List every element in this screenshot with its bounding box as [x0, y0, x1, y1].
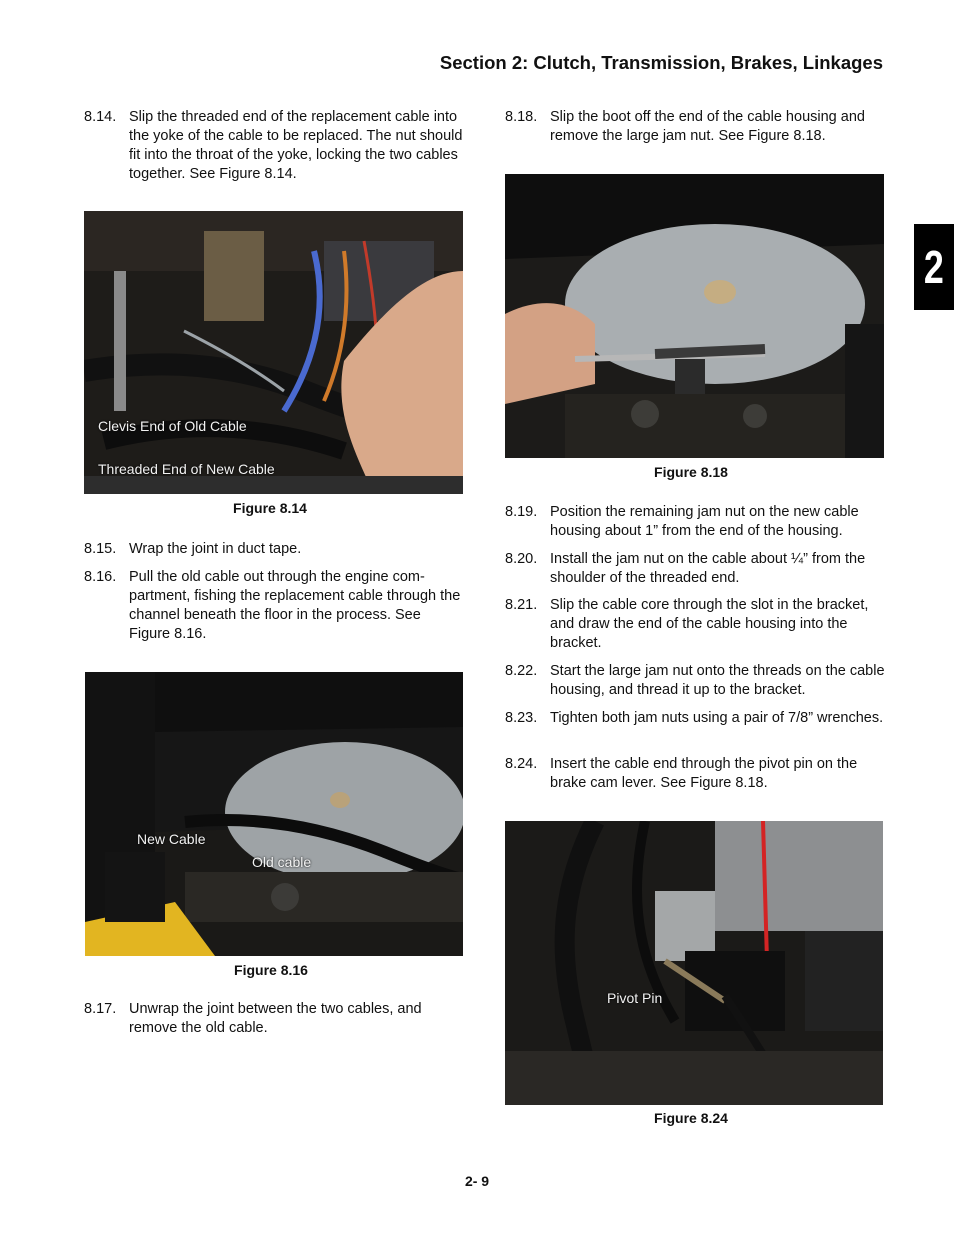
figure-8-16-image	[85, 672, 463, 956]
figure-8-16-caption: Figure 8.16	[234, 962, 308, 978]
figure-8-14-photo	[84, 211, 463, 494]
step-number: 8.23.	[505, 710, 538, 726]
callout-clevis-end: Clevis End of Old Cable	[98, 418, 247, 434]
step-8-21	[505, 596, 885, 653]
step-8-24	[505, 755, 885, 793]
step-8-16	[84, 568, 464, 644]
step-8-22	[505, 662, 885, 700]
step-number: 8.24.	[505, 756, 538, 772]
page-number: 2- 9	[464, 1173, 490, 1189]
step-number: 8.15.	[84, 541, 117, 557]
step-number: 8.14.	[84, 109, 117, 125]
step-text: Slip the cable core through the slot in the bracket, and draw the end of the cable housing into the bracket.	[550, 597, 869, 651]
step-8-18	[505, 108, 885, 146]
step-text: Slip the threaded end of the replacement cable into the yoke of the cable to be replaced. The nut should fit into the throat of the yoke, locking the two cables together. See Figure 8.14.	[129, 109, 463, 182]
step-number: 8.21.	[505, 597, 538, 613]
step-text: Install the jam nut on the cable about ¼” from the shoulder of the threaded end.	[550, 551, 866, 586]
figure-8-16-photo	[85, 672, 463, 956]
figure-8-18-image	[505, 174, 884, 458]
figure-8-14-image	[84, 211, 463, 494]
step-8-23	[505, 709, 885, 728]
step-number: 8.19.	[505, 504, 538, 520]
step-text: Pull the old cable out through the engine com-partment, fishing the replacement cable through the channel beneath the floor in the process. See Figure 8.16.	[129, 569, 461, 642]
step-text: Insert the cable end through the pivot pin on the brake cam lever. See Figure 8.18.	[550, 756, 858, 791]
figure-8-14-caption: Figure 8.14	[233, 500, 307, 516]
step-number: 8.18.	[505, 109, 538, 125]
figure-8-18-caption: Figure 8.18	[654, 464, 728, 480]
callout-old-cable: Old cable	[252, 854, 312, 870]
section-tab	[914, 224, 954, 310]
figure-8-18-photo	[505, 174, 884, 458]
section-header-title: Section 2: Clutch, Transmission, Brakes, Linkages	[439, 52, 883, 73]
step-8-14	[84, 108, 464, 184]
figure-8-24-image	[505, 821, 883, 1105]
figure-8-24-caption: Figure 8.24	[654, 1110, 728, 1126]
step-8-15	[84, 540, 464, 559]
step-8-19	[505, 503, 885, 541]
step-number: 8.16.	[84, 569, 117, 585]
step-text: Unwrap the joint between the two cables, and remove the old cable.	[129, 1001, 422, 1036]
step-8-20	[505, 550, 885, 588]
step-number: 8.17.	[84, 1001, 117, 1017]
section-tab-label: 2	[924, 241, 944, 293]
step-text: Slip the boot off the end of the cable housing and remove the large jam nut. See Figure 8.18.	[550, 109, 865, 144]
callout-threaded-end: Threaded End of New Cable	[98, 461, 275, 477]
figure-8-24-photo	[505, 821, 883, 1105]
step-text: Wrap the joint in duct tape.	[129, 541, 302, 557]
step-text: Tighten both jam nuts using a pair of 7/8” wrenches.	[550, 710, 884, 726]
step-8-17	[84, 1000, 464, 1038]
step-text: Start the large jam nut onto the threads on the cable housing, and thread it up to the bracket.	[550, 663, 885, 698]
callout-new-cable: New Cable	[137, 831, 206, 847]
step-number: 8.22.	[505, 663, 538, 679]
callout-pivot-pin: Pivot Pin	[607, 990, 663, 1006]
step-text: Position the remaining jam nut on the new cable housing about 1” from the end of the housing.	[550, 504, 859, 539]
step-number: 8.20.	[505, 551, 538, 567]
